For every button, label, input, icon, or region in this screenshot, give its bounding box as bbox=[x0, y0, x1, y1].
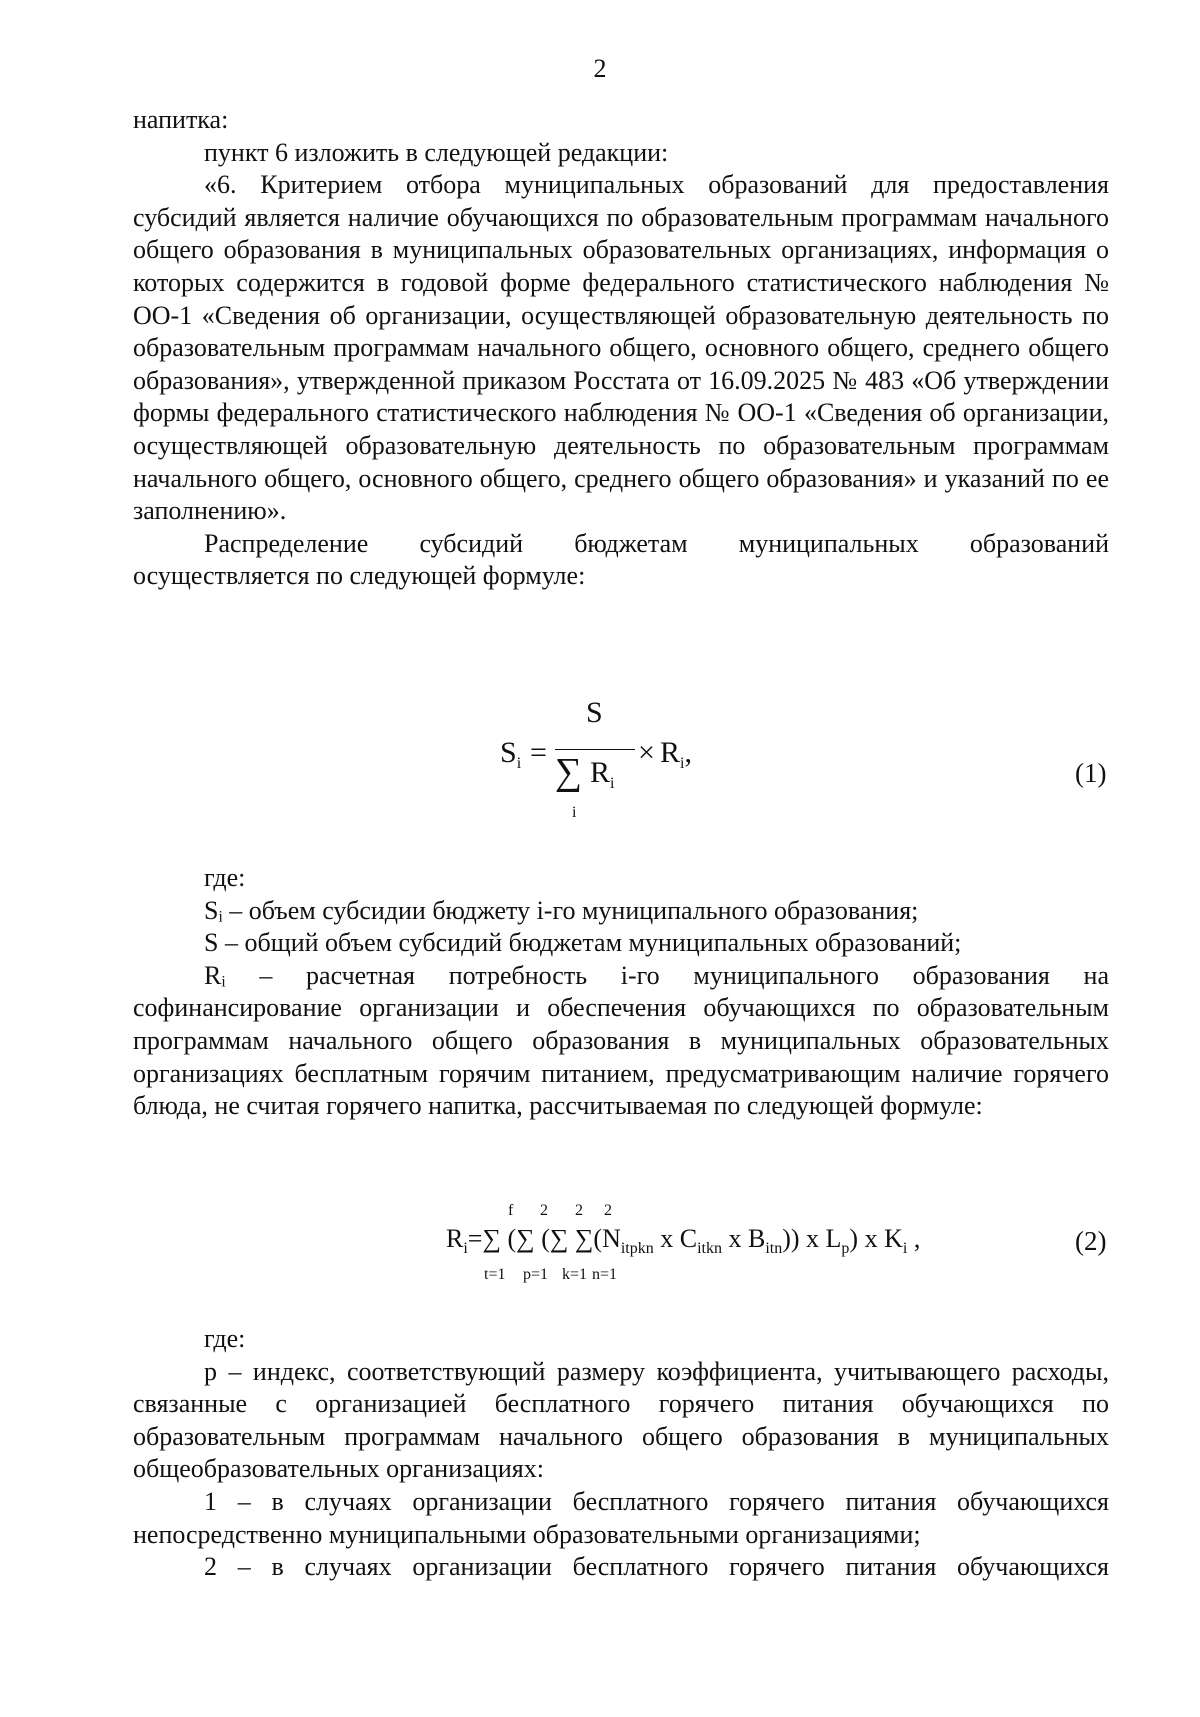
paragraph: p – индекс, соответствующий размеру коэффициента, учитывающего расходы, связанные с организацией бесплатного горячего питания обучающихся по образовательным программам начального общего образования в муниципальных общеобразовательных организациях: bbox=[133, 1356, 1109, 1484]
upper-limit: f bbox=[508, 1202, 514, 1219]
text-block-intro bbox=[133, 104, 1109, 593]
formula-2 bbox=[0, 1200, 1200, 1290]
formula-1-denominator: $R_i$ bbox=[590, 756, 615, 792]
formula-1-number: (1) bbox=[1075, 758, 1107, 788]
text-block-index bbox=[133, 1323, 1109, 1584]
formula-1-lhs: $S_i$ bbox=[500, 736, 522, 772]
lower-limit: t=1 bbox=[484, 1266, 506, 1283]
lower-limit: n=1 bbox=[592, 1266, 618, 1283]
formula-1-equals: = bbox=[530, 736, 547, 769]
paragraph: «6. Критерием отбора муниципальных образований для предоставления субсидий является наличие обучающихся по образовательным программам начального общего образования в муниципальных образовательных организациях, информация о которых содержится в годовой форме федерального статистического наблюдения № ОО-1 «Сведения об организации, осуществляющей образовательную деятельность по образовательным программам начального общего, основного общего, среднего общего образования», утвержденной приказом Росстата от 16.09.2025 № 483 «Об утверждении формы федерального статистического наблюдения № ОО-1 «Сведения об организации, осуществляющей образовательную деятельность по образовательным программам начального общего, основного общего, среднего общего образования» и указаний по ее заполнению». bbox=[133, 170, 1109, 526]
text-block-definitions bbox=[133, 862, 1109, 1123]
formula-1-times: × bbox=[638, 736, 655, 769]
paragraph: напитка: bbox=[133, 105, 229, 134]
upper-limit: 2 bbox=[575, 1202, 583, 1219]
formula-1-numerator: S bbox=[586, 696, 603, 729]
paragraph: 1 – в случаях организации бесплатного горячего питания обучающихся непосредственно муниципальными образовательными организациями; bbox=[133, 1486, 1109, 1549]
formula-1-rhs: $R_i$, bbox=[660, 736, 692, 772]
sum-symbol: ∑ bbox=[555, 751, 583, 793]
page-number: 2 bbox=[593, 54, 607, 83]
sum-index: i bbox=[572, 804, 577, 821]
paragraph: Распределение субсидий бюджетам муниципальных образований осуществляется по следующей формуле: bbox=[133, 528, 1109, 591]
formula-2-number: (2) bbox=[1075, 1226, 1107, 1256]
paragraph: S – общий объем субсидий бюджетам муниципальных образований; bbox=[204, 928, 962, 958]
lower-limit: p=1 bbox=[523, 1266, 549, 1283]
upper-limit: 2 bbox=[604, 1202, 612, 1219]
lower-limit: k=1 bbox=[562, 1266, 588, 1283]
paragraph: Sᵢ – объем субсидии бюджету i-го муниципального образования; bbox=[204, 895, 919, 925]
paragraph: где: bbox=[204, 1324, 246, 1353]
upper-limit: 2 bbox=[540, 1202, 548, 1219]
paragraph: где: bbox=[204, 863, 246, 892]
formula-2-expression: $R_i=\sum$ (∑ (∑ $\sum(N_{itpkn}$ x $C_{itkn}$ x $B_{itn}$)) x $L_p$) x $K_i$ , bbox=[446, 1224, 921, 1257]
paragraph: Rᵢ – расчетная потребность i-го муниципального образования на софинансирование организации и обеспечения обучающихся по образовательным программам начального общего образования в муниципальных образовательных организациях бесплатным горячим питанием, предусматривающим наличие горячего блюда, не считая горячего напитка, рассчитываемая по следующей формуле: bbox=[133, 960, 1109, 1121]
formula-1 bbox=[0, 696, 1200, 830]
paragraph: 2 – в случаях организации бесплатного горячего питания обучающихся bbox=[204, 1552, 1109, 1582]
paragraph: пункт 6 изложить в следующей редакции: bbox=[204, 137, 669, 167]
